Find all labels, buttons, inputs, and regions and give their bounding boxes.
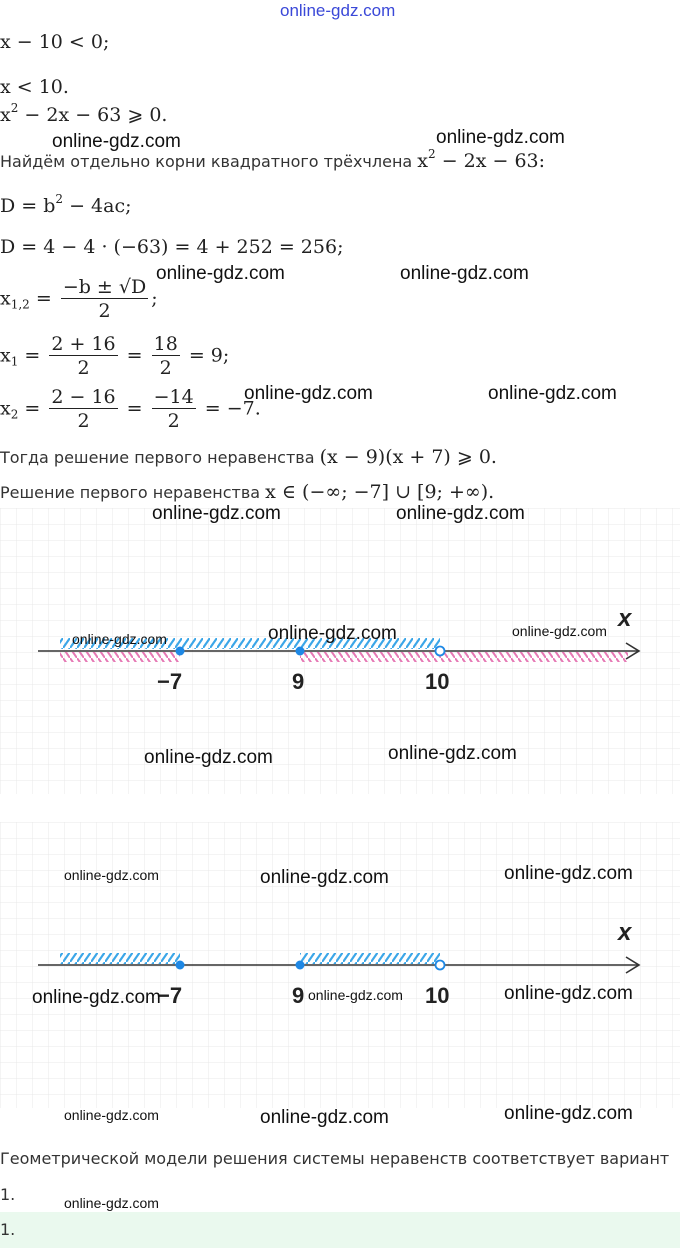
answer-value: 1.: [0, 1220, 16, 1239]
point-10-open: [436, 647, 445, 656]
geometric-model-text: Геометрической модели решения системы неравенств соответствует вариант: [0, 1149, 670, 1168]
watermark: online-gdz.com: [144, 747, 273, 768]
intro-var: x: [417, 150, 429, 172]
watermark: online-gdz.com: [244, 383, 373, 404]
solution-math: x ∈ (−∞; −7] ∪ [9; +∞).: [265, 481, 495, 503]
intro-text: Найдём отдельно корни квадратного трёхчлена: [0, 152, 418, 171]
root-x1: [0, 333, 229, 380]
inequality-line-2: x < 10.: [0, 76, 69, 98]
x1-num2: 18: [153, 333, 178, 355]
x1-fraction-1: [49, 333, 117, 380]
solution-text: Решение первого неравенства: [0, 483, 266, 502]
label-minus-7: −7: [157, 983, 183, 1008]
x12-eq: =: [29, 287, 58, 310]
watermark: online-gdz.com: [504, 863, 633, 884]
l3-exp: 2: [10, 101, 19, 115]
point-minus-7: [176, 961, 185, 970]
site-header-watermark[interactable]: online-gdz.com: [280, 1, 396, 20]
x12-numerator: −b ± √D: [62, 276, 147, 298]
x2-eq2: =: [120, 397, 149, 420]
x2-fraction-2: [152, 386, 196, 433]
x12-sub: 1,2: [10, 297, 30, 312]
pink-hatch-left: [60, 652, 180, 662]
disc-a: D = b: [0, 195, 56, 217]
roots-formula: [0, 276, 158, 323]
x2-var: x: [0, 397, 11, 420]
point-minus-7: [176, 647, 185, 656]
x12-denominator: 2: [98, 300, 111, 322]
number-line-figure-1: [0, 508, 680, 794]
watermark: online-gdz.com: [64, 1195, 159, 1211]
watermark: online-gdz.com: [388, 743, 517, 764]
x1-num1: 2 + 16: [51, 333, 116, 355]
x2-sub: 2: [10, 407, 19, 422]
watermark: online-gdz.com: [260, 867, 389, 888]
x1-fraction-2: [152, 333, 180, 380]
x2-end: = −7.: [198, 397, 261, 420]
point-10-open: [436, 961, 445, 970]
axis-label-x: x: [618, 919, 632, 946]
watermark: online-gdz.com: [396, 503, 525, 524]
then-line: [0, 446, 497, 468]
x1-var: x: [0, 344, 11, 367]
l3-rest: − 2x − 63 ⩾ 0.: [18, 104, 168, 126]
then-text: Тогда решение первого неравенства: [0, 448, 320, 467]
discriminant-formula: [0, 192, 132, 217]
x1-eq: =: [18, 344, 47, 367]
watermark: online-gdz.com: [52, 131, 181, 152]
disc-exp: 2: [55, 192, 64, 206]
root-x2: [0, 386, 261, 433]
x1-eq2: =: [120, 344, 149, 367]
watermark: online-gdz.com: [260, 1107, 389, 1128]
watermark: online-gdz.com: [152, 503, 281, 524]
watermark: online-gdz.com: [512, 623, 607, 639]
inequality-line-1: x − 10 < 0;: [0, 31, 110, 53]
intro-math: [417, 147, 546, 172]
inequality-line-3: [0, 101, 167, 126]
label-10: 10: [425, 669, 450, 694]
watermark: online-gdz.com: [32, 987, 161, 1008]
watermark: online-gdz.com: [64, 1107, 159, 1123]
watermark: online-gdz.com: [400, 263, 529, 284]
solution-line: [0, 481, 494, 503]
axis-label-x: x: [618, 605, 632, 632]
option-1[interactable]: 1.: [0, 1185, 16, 1204]
watermark: online-gdz.com: [156, 263, 285, 284]
x1-den2: 2: [159, 357, 172, 379]
l3-var: x: [0, 104, 11, 126]
label-10: 10: [425, 983, 450, 1008]
watermark: online-gdz.com: [72, 631, 167, 647]
watermark: online-gdz.com: [488, 383, 617, 404]
label-minus-7: −7: [157, 669, 183, 694]
watermark: online-gdz.com: [504, 1103, 633, 1124]
x1-den1: 2: [77, 357, 90, 379]
then-math: (x − 9)(x + 7) ⩾ 0.: [319, 446, 497, 468]
x2-fraction-1: [49, 386, 117, 433]
x2-eq: =: [18, 397, 47, 420]
label-9: 9: [292, 669, 305, 694]
x1-sub: 1: [10, 354, 19, 369]
blue-hatch-left: [60, 953, 180, 964]
x12-end: ;: [151, 287, 158, 310]
watermark: online-gdz.com: [308, 987, 403, 1003]
x12-fraction: [61, 276, 148, 323]
watermark: online-gdz.com: [504, 983, 633, 1004]
watermark: online-gdz.com: [268, 623, 397, 644]
intro-rest: − 2x − 63:: [435, 150, 546, 172]
answer-box: [0, 1212, 680, 1248]
point-9: [296, 647, 305, 656]
x1-end: = 9;: [182, 344, 230, 367]
watermark: online-gdz.com: [64, 867, 159, 883]
x2-den1: 2: [77, 410, 90, 432]
intro-exp: 2: [428, 147, 436, 161]
x2-num1: 2 − 16: [51, 386, 116, 408]
label-9: 9: [292, 983, 305, 1008]
x12-var: x: [0, 287, 11, 310]
disc-b: − 4ac;: [63, 195, 132, 217]
x2-num2: −14: [153, 386, 194, 408]
discriminant-calc: D = 4 − 4 · (−63) = 4 + 252 = 256;: [0, 236, 344, 258]
pink-hatch-right: [300, 652, 628, 662]
watermark: online-gdz.com: [436, 127, 565, 148]
blue-hatch-middle: [300, 953, 440, 964]
x2-den2: 2: [167, 410, 180, 432]
point-9: [296, 961, 305, 970]
